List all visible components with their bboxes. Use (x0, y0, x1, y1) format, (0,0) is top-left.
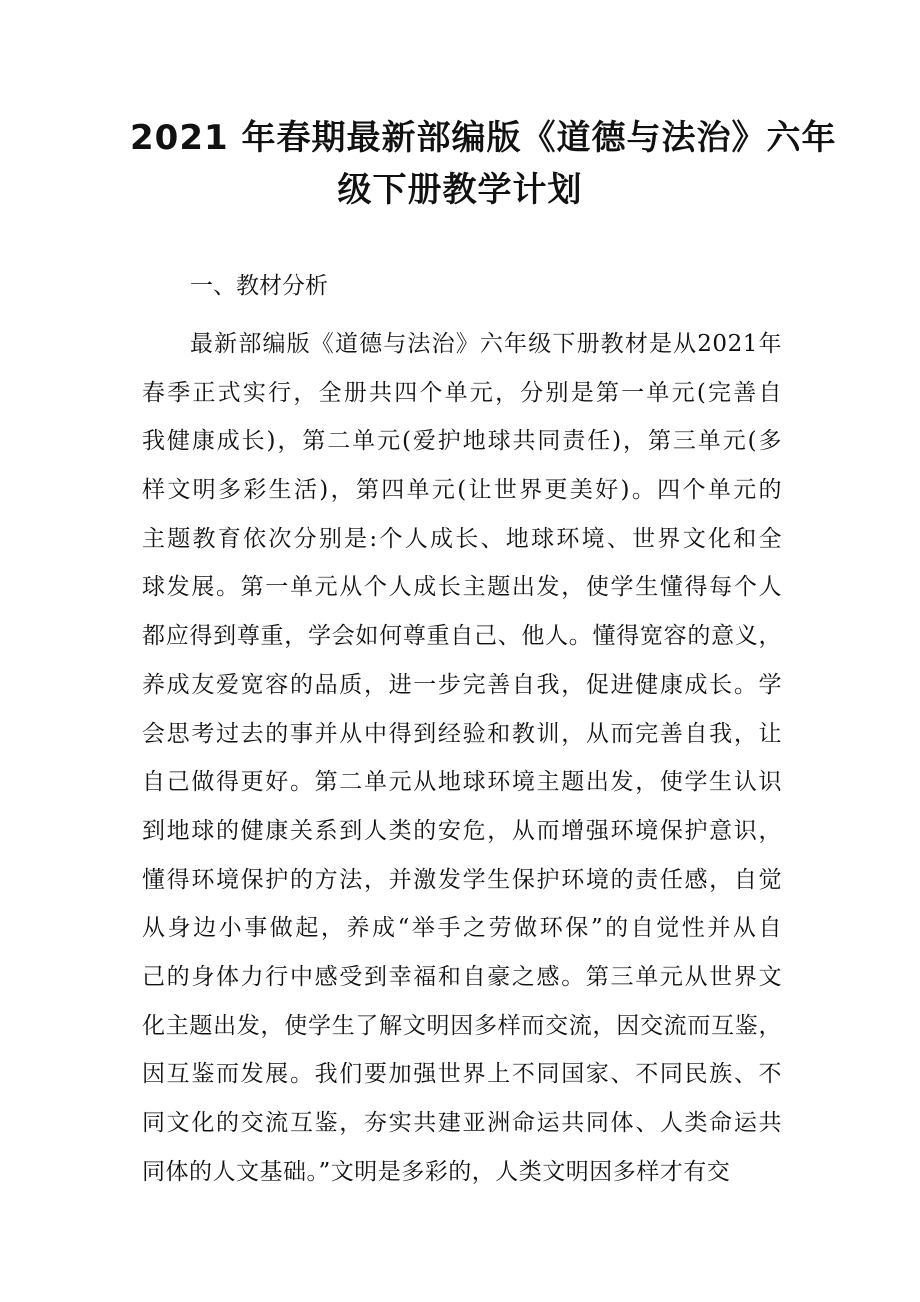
paragraph-line: 自己做得更好。第二单元从地球环境主题出发，使学生认识 (142, 769, 782, 796)
document-title (130, 112, 837, 216)
paragraph-line: 懂得环境保护的方法，并激发学生保护环境的责任感，自觉 (142, 866, 782, 893)
paragraph-line: 己的身体力行中感受到幸福和自豪之感。第三单元从世界文 (142, 963, 782, 990)
paragraph-line: 到地球的健康关系到人类的安危，从而增强环境保护意识， (142, 817, 782, 844)
paragraph-line: 同文化的交流互鉴，夯实共建亚洲命运共同体、人类命运共 (142, 1110, 782, 1136)
title-line-2: 级下册教学计划 (337, 170, 583, 210)
paragraph-line: 化主题出发，使学生了解文明因多样而交流，因交流而互鉴， (142, 1012, 782, 1039)
paragraph-line: 从身边小事做起，养成“举手之劳做环保”的自觉性并从自 (142, 915, 782, 942)
paragraph-line: 春季正式实行，全册共四个单元，分别是第一单元(完善自 (142, 379, 782, 406)
title-line-1: 2021 年春期最新部编版《道德与法治》六年 (130, 118, 837, 158)
paragraph-line: 因互鉴而发展。我们要加强世界上不同国家、不同民族、不 (142, 1061, 782, 1088)
paragraph-line: 我健康成长)，第二单元(爱护地球共同责任)，第三单元(多 (142, 428, 782, 455)
paragraph-line: 养成友爱宽容的品质，进一步完善自我，促进健康成长。学 (142, 671, 782, 698)
paragraph-line: 同体的人文基础。”文明是多彩的，人类文明因多样才有交 (142, 1158, 731, 1185)
body-paragraph (142, 320, 782, 1196)
paragraph-line: 最新部编版《道德与法治》六年级下册教材是从2021年 (190, 331, 782, 357)
paragraph-line: 样文明多彩生活)，第四单元(让世界更美好)。四个单元的 (142, 477, 782, 504)
section-heading: 一、教材分析 (190, 273, 328, 299)
paragraph-line: 都应得到尊重，学会如何尊重自己、他人。懂得宽容的意义， (142, 623, 782, 650)
paragraph-line: 球发展。第一单元从个人成长主题出发，使学生懂得每个人 (142, 574, 782, 601)
paragraph-line: 主题教育依次分别是:个人成长、地球环境、世界文化和全 (142, 525, 782, 552)
paragraph-line: 会思考过去的事并从中得到经验和教训，从而完善自我，让 (142, 720, 782, 747)
